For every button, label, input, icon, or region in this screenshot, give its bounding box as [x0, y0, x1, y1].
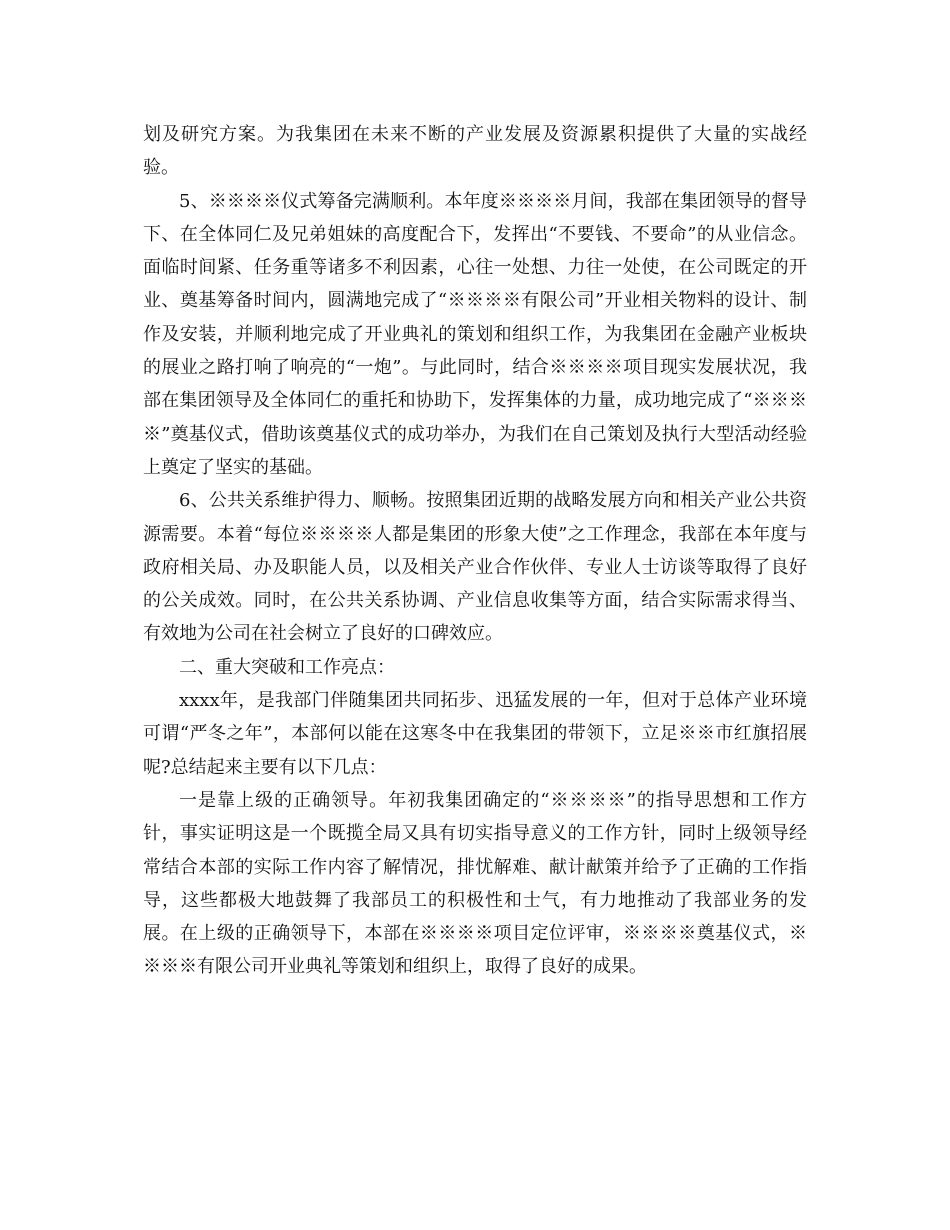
- paragraph-3: 6、公共关系维护得力、顺畅。按照集团近期的战略发展方向和相关产业公共资源需要。本着“每位※※※※人都是集团的形象大使”之工作理念，我部在本年度与政府相关局、办及职能人员，以及相关产业合作伙伴、专业人士访谈等取得了良好的公关成效。同时，在公共关系协调、产业信息收集等方面，结合实际需求得当、有效地为公司在社会树立了良好的口碑效应。: [143, 490, 807, 645]
- paragraph-5: 一是靠上级的正确领导。年初我集团确定的“※※※※”的指导思想和工作方针，事实证明这是一个既揽全局又具有切实指导意义的工作方针，同时上级领导经常结合本部的实际工作内容了解情况，排忧解难、献计献策并给予了正确的工作指导，这些都极大地鼓舞了我部员工的积极性和士气，有力地推动了我部业务的发展。在上级的正确领导下，本部在※※※※项目定位评审，※※※※奠基仪式，※※※※有限公司开业典礼等策划和组织上，取得了良好的成果。: [143, 789, 807, 978]
- document-body: [143, 118, 807, 984]
- paragraph-2: 5、※※※※仪式筹备完满顺利。本年度※※※※月间，我部在集团领导的督导下、在全体同仁及兄弟姐妹的高度配合下，发挥出“不要钱、不要命”的从业信念。面临时间紧、任务重等诸多不利因素，心往一处想、力往一处使，在公司既定的开业、奠基筹备时间内，圆满地完成了“※※※※有限公司”开业相关物料的设计、制作及安装，并顺利地完成了开业典礼的策划和组织工作，为我集团在金融产业板块的展业之路打响了响亮的“一炮”。与此同时，结合※※※※项目现实发展状况，我部在集团领导及全体同仁的重托和协助下，发挥集体的力量，成功地完成了“※※※※”奠基仪式，借助该奠基仪式的成功举办，为我们在自己策划及执行大型活动经验上奠定了坚实的基础。: [143, 190, 807, 478]
- section-heading: 二、重大突破和工作亮点：: [179, 656, 395, 678]
- paragraph-4: xxxx年，是我部门伴随集团共同拓步、迅猛发展的一年，但对于总体产业环境可谓“严冬之年”，本部何以能在这寒冬中在我集团的带领下，立足※※市红旗招展呢?总结起来主要有以下几点：: [143, 690, 807, 778]
- paragraph-1: 划及研究方案。为我集团在未来不断的产业发展及资源累积提供了大量的实战经验。: [143, 124, 807, 179]
